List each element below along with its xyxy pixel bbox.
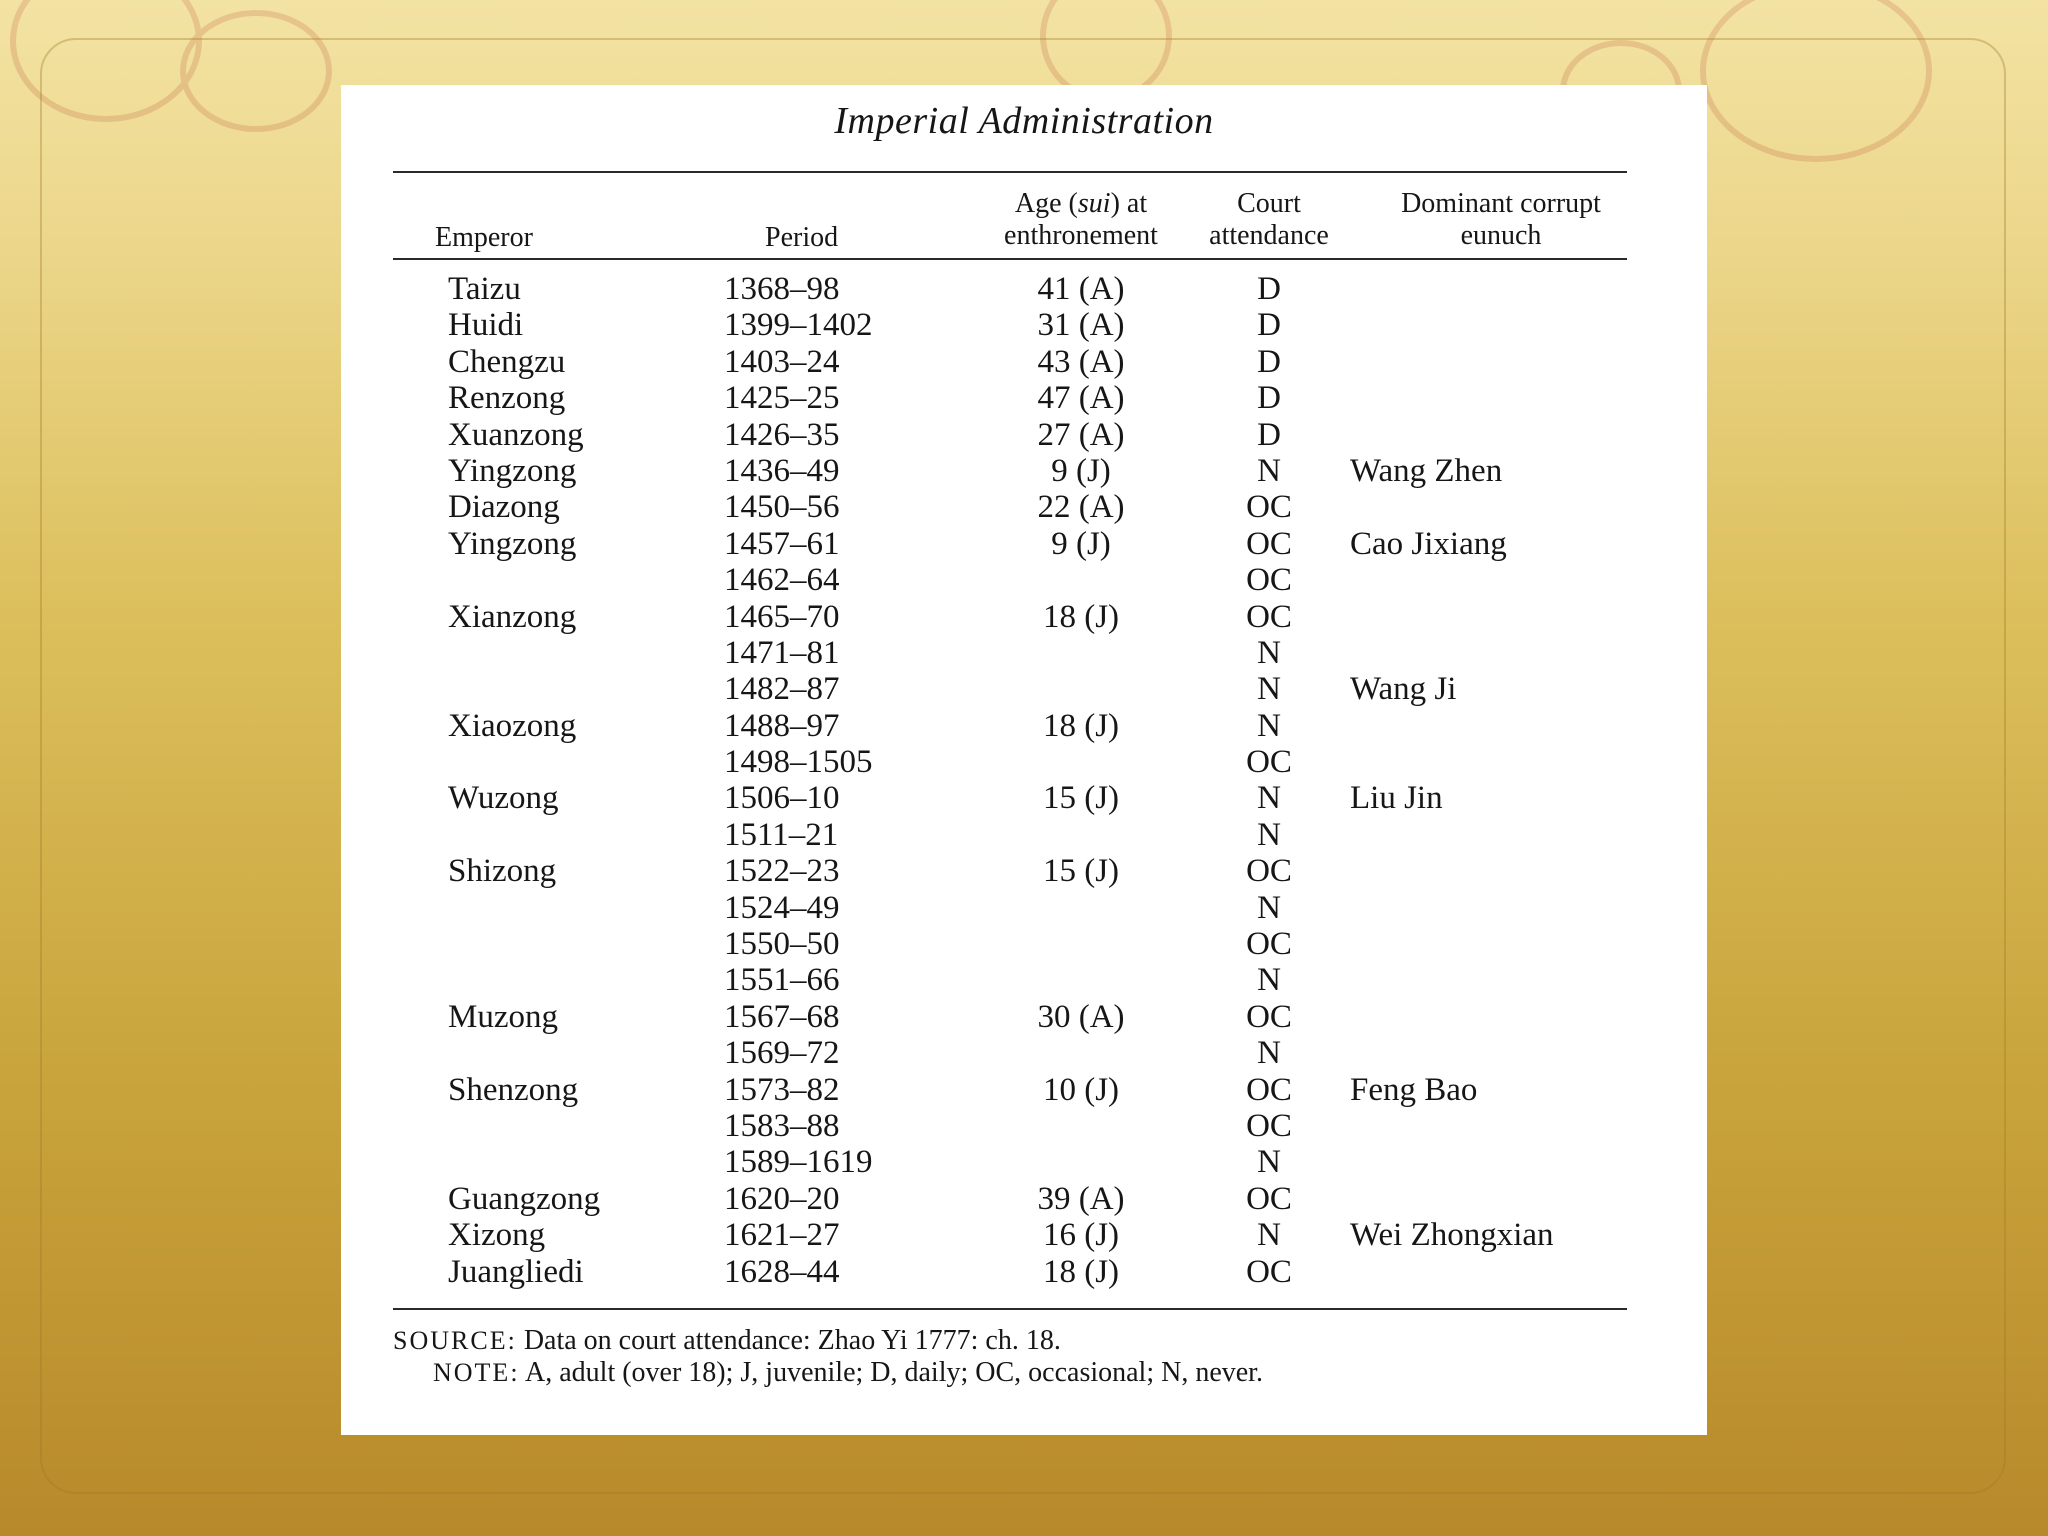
cell-court: N <box>1257 1144 1281 1181</box>
cell-period: 1550–50 <box>724 926 840 963</box>
cell-age: 30 (A) <box>1037 998 1125 1035</box>
cell-age: 41 (A) <box>1037 271 1125 307</box>
cell-period: 1450–56 <box>724 489 840 526</box>
page-title: Imperial Administration <box>834 100 1214 142</box>
cell-emperor: Yingzong <box>448 525 577 562</box>
cell-court: N <box>1257 452 1281 489</box>
table-row <box>341 489 1707 525</box>
cell-period: 1620–20 <box>724 1180 840 1217</box>
cell-period: 1589–1619 <box>724 1144 873 1181</box>
cell-emperor: Chengzu <box>448 343 566 380</box>
cell-eunuch: Wang Ji <box>1350 671 1457 708</box>
cell-period: 1465–70 <box>724 598 840 635</box>
table-row <box>341 1035 1707 1071</box>
cell-period: 1462–64 <box>724 562 840 599</box>
table-row <box>341 780 1707 816</box>
table-body <box>341 271 1707 1290</box>
cell-emperor: Taizu <box>448 271 521 307</box>
cell-court: N <box>1257 1217 1281 1254</box>
header-age: Age (sui) at enthronement <box>1004 188 1158 251</box>
table-row <box>341 1108 1707 1144</box>
cell-emperor: Wuzong <box>448 780 559 817</box>
table-row <box>341 417 1707 453</box>
cell-court: N <box>1257 780 1281 817</box>
table-header-rule <box>393 258 1627 260</box>
cell-emperor: Guangzong <box>448 1180 601 1217</box>
header-period: Period <box>765 222 839 253</box>
document-page <box>341 85 1707 1435</box>
table-row <box>341 453 1707 489</box>
table-row <box>341 380 1707 416</box>
table-row <box>341 671 1707 707</box>
cell-emperor: Xianzong <box>448 598 577 635</box>
cell-court: OC <box>1246 853 1292 890</box>
cell-emperor: Yingzong <box>448 452 577 489</box>
cell-eunuch: Liu Jin <box>1350 780 1443 817</box>
cell-court: D <box>1257 416 1281 453</box>
cell-emperor: Xuanzong <box>448 416 584 453</box>
cell-emperor: Renzong <box>448 380 566 417</box>
table-row <box>341 1072 1707 1108</box>
header-emperor: Emperor <box>435 222 533 253</box>
table-row <box>341 344 1707 380</box>
cell-period: 1506–10 <box>724 780 840 817</box>
cell-emperor: Juangliedi <box>448 1253 584 1290</box>
cell-age: 18 (J) <box>1042 1253 1120 1290</box>
header-eunuch: Dominant corrupt eunuch <box>1401 188 1601 251</box>
cell-court: OC <box>1246 1180 1292 1217</box>
cell-period: 1551–66 <box>724 962 840 999</box>
cell-court: N <box>1257 816 1281 853</box>
cell-period: 1488–97 <box>724 707 840 744</box>
table-row <box>341 708 1707 744</box>
cell-age: 22 (A) <box>1037 489 1125 526</box>
cell-court: N <box>1257 634 1281 671</box>
table-row <box>341 926 1707 962</box>
cell-eunuch: Feng Bao <box>1350 1071 1478 1108</box>
source-line <box>393 1325 1263 1357</box>
table-row <box>341 744 1707 780</box>
cell-court: OC <box>1246 525 1292 562</box>
cell-emperor: Muzong <box>448 998 558 1035</box>
cell-period: 1368–98 <box>724 271 840 307</box>
cell-court: OC <box>1246 926 1292 963</box>
cell-court: N <box>1257 707 1281 744</box>
cell-period: 1567–68 <box>724 998 840 1035</box>
table-row <box>341 307 1707 343</box>
cell-age: 39 (A) <box>1037 1180 1125 1217</box>
cell-court: N <box>1257 1035 1281 1072</box>
cell-age: 47 (A) <box>1037 380 1125 417</box>
cell-court: D <box>1257 271 1281 307</box>
cell-age: 16 (J) <box>1042 1217 1120 1254</box>
cell-emperor: Xiaozong <box>448 707 577 744</box>
cell-period: 1573–82 <box>724 1071 840 1108</box>
table-row <box>341 526 1707 562</box>
table-row <box>341 1254 1707 1290</box>
cell-age: 15 (J) <box>1042 780 1120 817</box>
table-top-rule <box>393 171 1627 173</box>
cell-age: 9 (J) <box>1051 525 1111 562</box>
cell-court: D <box>1257 380 1281 417</box>
cell-period: 1426–35 <box>724 416 840 453</box>
cell-court: N <box>1257 671 1281 708</box>
table-row <box>341 962 1707 998</box>
table-row <box>341 635 1707 671</box>
table-row <box>341 817 1707 853</box>
cell-age: 18 (J) <box>1042 707 1120 744</box>
cell-age: 9 (J) <box>1051 452 1111 489</box>
cell-age: 18 (J) <box>1042 598 1120 635</box>
cell-period: 1498–1505 <box>724 744 873 781</box>
cell-period: 1621–27 <box>724 1217 840 1254</box>
cell-period: 1399–1402 <box>724 307 873 344</box>
cell-court: OC <box>1246 562 1292 599</box>
cell-period: 1569–72 <box>724 1035 840 1072</box>
cell-eunuch: Cao Jixiang <box>1350 525 1507 562</box>
note-text: A, adult (over 18); J, juvenile; D, daily; OC, occasional; N, never. <box>525 1357 1263 1388</box>
table-row <box>341 853 1707 889</box>
cell-period: 1403–24 <box>724 343 840 380</box>
cell-court: OC <box>1246 1071 1292 1108</box>
note-label: NOTE: <box>433 1358 520 1387</box>
cell-period: 1583–88 <box>724 1107 840 1144</box>
cell-eunuch: Wang Zhen <box>1350 452 1503 489</box>
cell-emperor: Diazong <box>448 489 560 526</box>
cell-court: OC <box>1246 489 1292 526</box>
table-row <box>341 562 1707 598</box>
cell-period: 1482–87 <box>724 671 840 708</box>
table-row <box>341 599 1707 635</box>
cell-emperor: Xizong <box>448 1217 546 1254</box>
cell-age: 15 (J) <box>1042 853 1120 890</box>
cell-emperor: Shenzong <box>448 1071 579 1108</box>
cell-period: 1425–25 <box>724 380 840 417</box>
cell-court: N <box>1257 889 1281 926</box>
table-row <box>341 1144 1707 1180</box>
table-row <box>341 271 1707 307</box>
cell-court: OC <box>1246 1107 1292 1144</box>
cell-court: D <box>1257 307 1281 344</box>
cell-period: 1436–49 <box>724 452 840 489</box>
source-label: SOURCE: <box>393 1326 517 1355</box>
cell-emperor: Shizong <box>448 853 557 890</box>
table-row <box>341 1217 1707 1253</box>
cell-court: OC <box>1246 1253 1292 1290</box>
cell-period: 1524–49 <box>724 889 840 926</box>
cell-period: 1522–23 <box>724 853 840 890</box>
cell-emperor: Huidi <box>448 307 524 344</box>
cell-court: D <box>1257 343 1281 380</box>
header-court: Court attendance <box>1209 188 1329 251</box>
cell-court: OC <box>1246 744 1292 781</box>
table-row <box>341 999 1707 1035</box>
cell-age: 10 (J) <box>1042 1071 1120 1108</box>
table-row <box>341 1181 1707 1217</box>
cell-age: 43 (A) <box>1037 343 1125 380</box>
cell-eunuch: Wei Zhongxian <box>1350 1217 1554 1254</box>
table-notes <box>393 1325 1263 1389</box>
cell-period: 1511–21 <box>724 816 839 853</box>
cell-age: 31 (A) <box>1037 307 1125 344</box>
cell-court: N <box>1257 962 1281 999</box>
table-bottom-rule <box>393 1308 1627 1310</box>
table-row <box>341 890 1707 926</box>
cell-age: 27 (A) <box>1037 416 1125 453</box>
cell-court: OC <box>1246 998 1292 1035</box>
cell-period: 1628–44 <box>724 1253 840 1290</box>
cell-period: 1471–81 <box>724 634 840 671</box>
cell-court: OC <box>1246 598 1292 635</box>
cell-period: 1457–61 <box>724 525 840 562</box>
source-text: Data on court attendance: Zhao Yi 1777: ch. 18. <box>523 1325 1061 1356</box>
note-line <box>393 1357 1263 1389</box>
